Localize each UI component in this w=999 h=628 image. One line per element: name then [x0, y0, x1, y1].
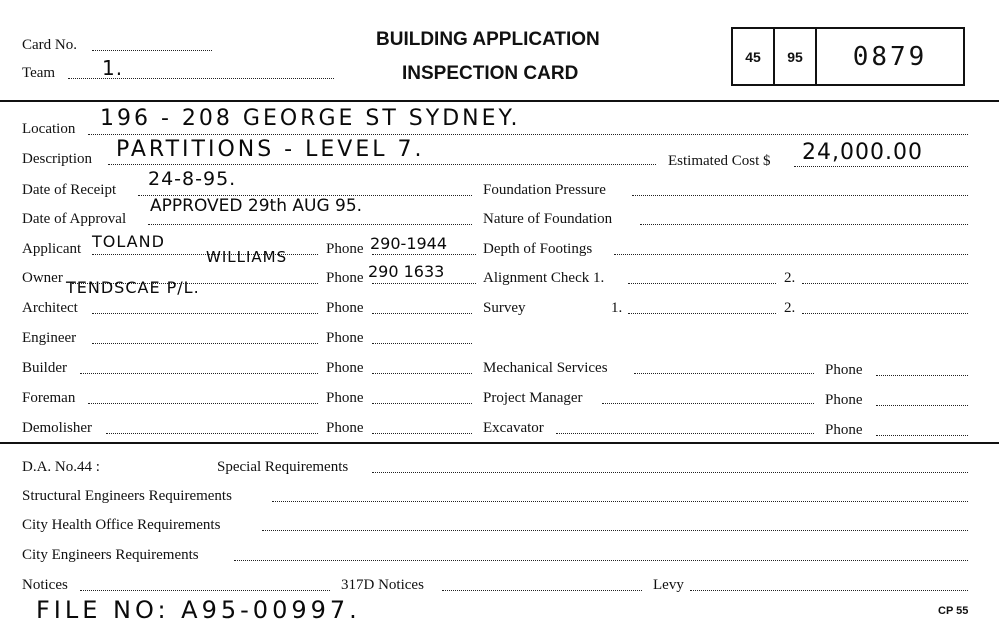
- header-divider: [0, 100, 999, 102]
- foreman-field[interactable]: [88, 403, 318, 404]
- date-of-approval-label: Date of Approval: [22, 211, 127, 227]
- architect-phone-field[interactable]: [372, 313, 472, 314]
- alignment-check-2-label: 2.: [784, 270, 796, 286]
- estimated-cost-value: 24,000.00: [802, 140, 923, 165]
- demolisher-phone-field[interactable]: [372, 433, 472, 434]
- project-manager-phone-label: Phone: [825, 392, 863, 408]
- city-engineers-requirements-label: City Engineers Requirements: [22, 547, 199, 563]
- alignment-check-1-field[interactable]: [628, 283, 776, 284]
- card-no-label: Card No.: [22, 37, 77, 53]
- special-requirements-field[interactable]: [372, 472, 968, 473]
- mechanical-services-phone-label: Phone: [825, 362, 863, 378]
- estimated-cost-label: Estimated Cost $: [668, 153, 771, 169]
- notices-317d-label: 317D Notices: [341, 577, 424, 593]
- alignment-check-label: Alignment Check 1.: [483, 270, 605, 286]
- da-no-value: 44 :: [77, 459, 100, 475]
- applicant-label: Applicant: [22, 241, 82, 257]
- engineer-label: Engineer: [22, 330, 77, 346]
- project-manager-label: Project Manager: [483, 390, 583, 406]
- demolisher-label: Demolisher: [22, 420, 92, 436]
- mechanical-services-label: Mechanical Services: [483, 360, 608, 376]
- card-no-field[interactable]: [92, 50, 212, 51]
- description-value: PARTITIONS - LEVEL 7.: [116, 137, 425, 162]
- applicant-phone-label: Phone: [326, 241, 364, 257]
- team-value: 1.: [102, 56, 124, 80]
- builder-phone-field[interactable]: [372, 373, 472, 374]
- nature-of-foundation-label: Nature of Foundation: [483, 211, 613, 227]
- notices-label: Notices: [22, 577, 68, 593]
- owner-phone-label: Phone: [326, 270, 364, 286]
- depth-of-footings-field[interactable]: [614, 254, 968, 255]
- survey-2-label: 2.: [784, 300, 796, 316]
- excavator-phone-label: Phone: [825, 422, 863, 438]
- owner-phone-value: 290 1633: [368, 262, 445, 281]
- project-manager-field[interactable]: [602, 403, 814, 404]
- applicant-phone-value: 290-1944: [370, 234, 448, 253]
- location-field[interactable]: [88, 134, 968, 135]
- mechanical-services-field[interactable]: [634, 373, 814, 374]
- foundation-pressure-label: Foundation Pressure: [483, 182, 606, 198]
- builder-field[interactable]: [80, 373, 318, 374]
- form-title-line1: BUILDING APPLICATION: [376, 29, 600, 50]
- owner-label: Owner: [22, 270, 63, 286]
- foreman-phone-field[interactable]: [372, 403, 472, 404]
- foundation-pressure-field[interactable]: [632, 195, 968, 196]
- excavator-phone-field[interactable]: [876, 435, 968, 436]
- excavator-label: Excavator: [483, 420, 544, 436]
- demolisher-phone-label: Phone: [326, 420, 364, 436]
- levy-field[interactable]: [690, 590, 968, 591]
- project-manager-phone-field[interactable]: [876, 405, 968, 406]
- location-label: Location: [22, 121, 76, 137]
- notices-317d-field[interactable]: [442, 590, 642, 591]
- structural-requirements-label: Structural Engineers Requirements: [22, 488, 232, 504]
- date-of-approval-value: APPROVED 29th AUG 95.: [150, 196, 363, 216]
- date-of-receipt-label: Date of Receipt: [22, 182, 117, 198]
- structural-requirements-field[interactable]: [272, 501, 968, 502]
- foreman-phone-label: Phone: [326, 390, 364, 406]
- da-no-label: D.A. No.: [22, 459, 77, 475]
- date-of-approval-field[interactable]: [148, 224, 472, 225]
- engineer-phone-label: Phone: [326, 330, 364, 346]
- team-label: Team: [22, 65, 56, 81]
- foreman-label: Foreman: [22, 390, 76, 406]
- file-number: FILE NO: A95-00997.: [36, 596, 361, 624]
- applicant-value-2: WILLIAMS: [206, 248, 288, 266]
- builder-phone-label: Phone: [326, 360, 364, 376]
- architect-label: Architect: [22, 300, 78, 316]
- levy-label: Levy: [653, 577, 684, 593]
- architect-phone-label: Phone: [326, 300, 364, 316]
- excavator-field[interactable]: [556, 433, 814, 434]
- date-of-receipt-value: 24-8-95.: [148, 168, 237, 190]
- applicant-value: TOLAND: [92, 232, 165, 251]
- health-requirements-field[interactable]: [262, 530, 968, 531]
- owner-value: TENDSCAE P/L.: [66, 278, 200, 297]
- special-requirements-label: Special Requirements: [217, 459, 349, 475]
- health-requirements-label: City Health Office Requirements: [22, 517, 221, 533]
- survey-1-field[interactable]: [628, 313, 776, 314]
- survey-1-label: 1.: [611, 300, 623, 316]
- applicant-phone-field[interactable]: [372, 254, 476, 255]
- city-engineers-requirements-field[interactable]: [234, 560, 968, 561]
- ref-code-2: 95: [775, 29, 817, 84]
- architect-field[interactable]: [92, 313, 318, 314]
- engineer-field[interactable]: [92, 343, 318, 344]
- ref-code-1: 45: [733, 29, 775, 84]
- requirements-divider: [0, 442, 999, 444]
- reference-number-box: [731, 27, 965, 86]
- survey-2-field[interactable]: [802, 313, 968, 314]
- form-code: CP 55: [938, 605, 969, 617]
- form-title-line2: INSPECTION CARD: [402, 63, 579, 84]
- demolisher-field[interactable]: [106, 433, 318, 434]
- depth-of-footings-label: Depth of Footings: [483, 241, 593, 257]
- notices-field[interactable]: [80, 590, 330, 591]
- owner-phone-field[interactable]: [372, 283, 476, 284]
- builder-label: Builder: [22, 360, 67, 376]
- mechanical-services-phone-field[interactable]: [876, 375, 968, 376]
- alignment-check-2-field[interactable]: [802, 283, 968, 284]
- engineer-phone-field[interactable]: [372, 343, 472, 344]
- ref-number: 0879: [852, 41, 928, 72]
- survey-label: Survey: [483, 300, 526, 316]
- estimated-cost-field[interactable]: [794, 166, 968, 167]
- description-field[interactable]: [108, 164, 656, 165]
- description-label: Description: [22, 151, 92, 167]
- location-value: 196 - 208 GEORGE ST SYDNEY.: [100, 106, 521, 131]
- nature-of-foundation-field[interactable]: [640, 224, 968, 225]
